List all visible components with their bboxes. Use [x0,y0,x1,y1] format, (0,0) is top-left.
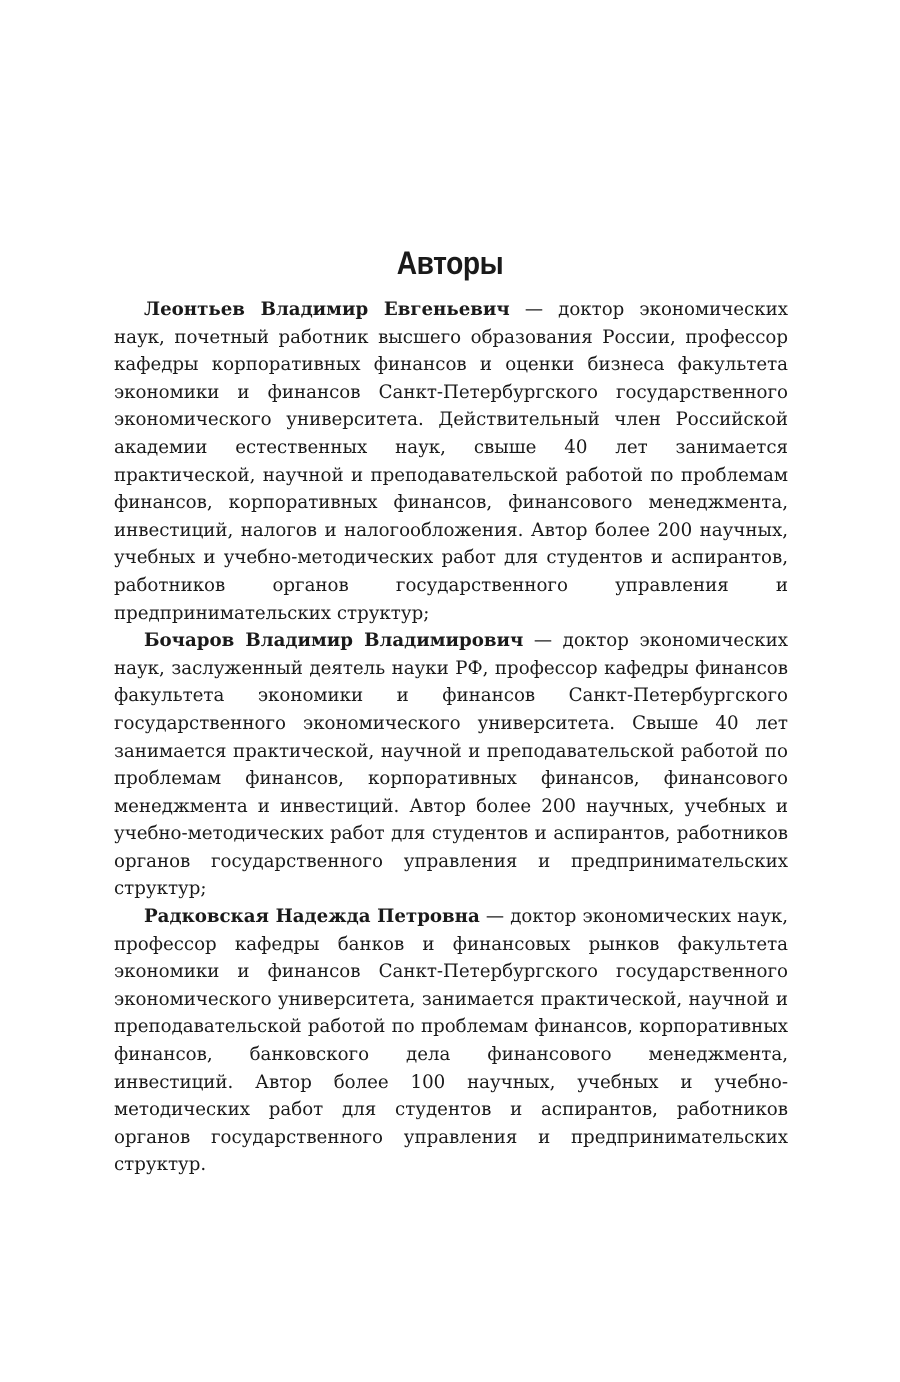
author-paragraph [114,296,788,627]
authors-list [114,296,788,1179]
author-description: — доктор экономических наук, заслуженный деятель науки РФ, профессор кафедры финансов факультета экономики и финансов Санкт-Петербургского государственного экономического университета. Свыше 40 лет занимается практической, научной и преподавательской работой по проблемам финансов, корпоративных финансов, финансового менеджмента и инвестиций. Автор более 200 научных, учебных и учебно-методических работ для студентов и аспирантов, работников органов государственного управления и предпринимательских структур; [114,630,789,900]
author-name: Радковская Надежда Петровна [144,906,480,928]
author-paragraph [114,627,788,903]
author-description: — доктор экономических наук, почетный работник высшего образования России, профессор кафедры корпоративных финансов и оценки бизнеса факультета экономики и финансов Санкт-Петербургского государственного экономического университета. Действительный член Российской академии естественных наук, свыше 40 лет занимается практической, научной и преподавательской работой по проблемам финансов, корпоративных финансов, финансового менеджмента, инвестиций, налогов и налогообложения. Автор более 200 научных, учебных и учебно-методических работ для студентов и аспирантов, работников органов государственного управления и предпринимательских структур; [114,299,788,624]
author-name: Леонтьев Владимир Евгеньевич [144,299,510,320]
page-title: Авторы [396,245,504,282]
author-paragraph [114,903,788,1179]
author-description: — доктор экономических наук, профессор кафедры банков и финансовых рынков факультета экономики и финансов Санкт-Петербургского государственного экономического университета, занимается практической, научной и преподавательской работой по проблемам финансов, корпоративных финансов, банковского дела финансового менеджмента, инвестиций. Автор более 100 научных, учебных и учебно-методических работ для студентов и аспирантов, работников органов государственного управления и предпринимательских структур. [114,906,788,1176]
author-name: Бочаров Владимир Владимирович [144,630,524,652]
